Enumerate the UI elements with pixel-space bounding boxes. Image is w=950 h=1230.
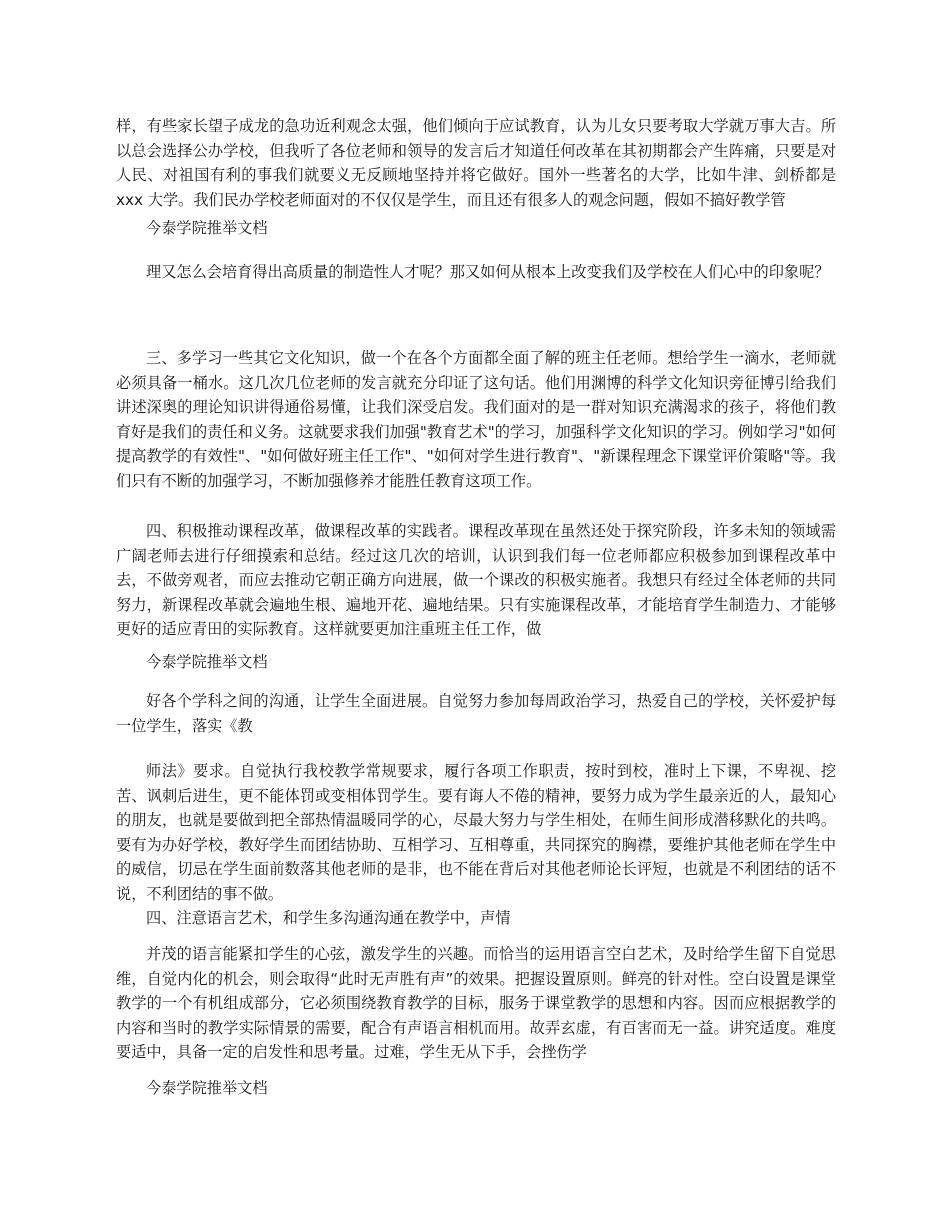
paragraph-4: 四、积极推动课程改革，做课程改革的实践者。课程改革现在虽然还处于探究阶段，许多未知的领域需广阔老师去进行仔细摸索和总结。经过这几次的培训，认识到我们每一位老师都应积极参加到课程改革中去，不做旁观者，而应去推动它朝正确方向进展，做一个课改的积极实施者。我想只有经过全体老师的共同努力，新课程改革就会遍地生根、遍地开花、遍地结果。只有实施课程改革，才能培育学生制造力、才能够更好的适应青田的实际教育。这样就要更加注重班主任工作，做 bbox=[116, 522, 836, 638]
footer-note-3: 今泰学院推举文档 bbox=[146, 1079, 268, 1097]
paragraph-1: 样，有些家长望子成龙的急功近利观念太强，他们倾向于应试教育，认为儿女只要考取大学就万事大吉。所以总会选择公办学校，但我听了各位老师和领导的发言后才知道任何改革在其初期都会产生阵痛，只要是对人民、对祖国有利的事我们就要义无反顾地坚持并将它做好。国外一些著名的大学，比如牛津、剑桥都是 xxx 大学。我们民办学校老师面对的不仅仅是学生，而且还有很多人的观念问题，假如不搞好教学管 bbox=[116, 117, 836, 209]
paragraph-3: 三、多学习一些其它文化知识，做一个在各个方面都全面了解的班主任老师。想给学生一滴水，老师就必须具备一桶水。这几次几位老师的发言就充分印证了这句话。他们用渊博的科学文化知识旁征博引给我们讲述深奥的理论知识讲得通俗易懂，让我们深受启发。我们面对的是一群对知识充满渴求的孩子，将他们教育好是我们的责任和义务。这就要求我们加强"教育艺术"的学习，加强科学文化知识的学习。例如学习"如何提高教学的有效性"、"如何做好班主任工作"、"如何对学生进行教育"、"新课程理念下课堂评价策略"等。我们只有不断的加强学习，不断加强修养才能胜任教育这项工作。 bbox=[116, 349, 836, 490]
footer-note-2: 今泰学院推举文档 bbox=[146, 653, 268, 671]
footer-note-1: 今泰学院推举文档 bbox=[146, 219, 268, 237]
paragraph-8: 并茂的语言能紧扣学生的心弦，激发学生的兴趣。而恰当的运用语言空白艺术，及时给学生留下自觉思维，自觉内化的机会，则会取得“此时无声胜有声”的效果。把握设置原则。鲜亮的针对性。空白设置是课堂教学的一个有机组成部分，它必须围绕教育教学的目标，服务于课堂教学的思想和内容。因而应根据教学的内容和当时的教学实际情景的需要，配合有声语言相机而用。故弄玄虚，有百害而无一益。讲究适度。难度要适中，具备一定的启发性和思考量。过难，学生无从下手，会挫伤学 bbox=[116, 945, 836, 1061]
paragraph-5: 好各个学科之间的沟通，让学生全面进展。自觉努力参加每周政治学习，热爱自己的学校，关怀爱护每一位学生，落实《教 bbox=[116, 692, 836, 735]
paragraph-6: 师法》要求。自觉执行我校教学常规要求，履行各项工作职责，按时到校，准时上下课，不卑视、挖苦、讽刺后进生，更不能体罚或变相体罚学生。要有诲人不倦的精神，要努力成为学生最亲近的人，最知心的朋友，也就是要做到把全部热情温暖同学的心，尽最大努力与学生相处，在师生间形成潜移默化的共鸣。要有为办好学校，教好学生而团结协助、互相学习、互相尊重，共同探究的胸襟，要维护其他老师在学生中的威信，切忌在学生面前数落其他老师的是非，也不能在背后对其他老师论长评短，也就是不利团结的话不说，不利团结的事不做。 bbox=[116, 762, 836, 903]
paragraph-7: 四、注意语言艺术，和学生多沟通沟通在教学中，声情 bbox=[146, 909, 511, 927]
paragraph-2: 理又怎么会培育得出高质量的制造性人才呢？那又如何从根本上改变我们及学校在人们心中的印象呢？ bbox=[146, 263, 830, 281]
